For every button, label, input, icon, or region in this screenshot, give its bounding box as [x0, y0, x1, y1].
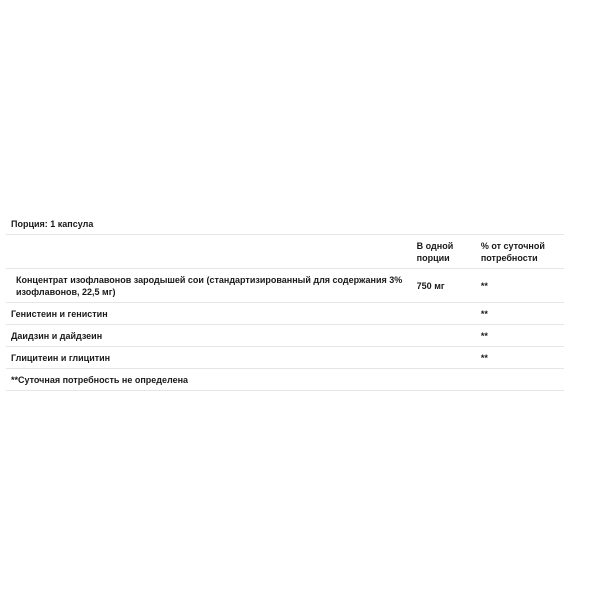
serving-size-text: Порция: 1 капсула — [6, 213, 564, 235]
ingredient-amount — [412, 303, 476, 325]
ingredient-daily-value: ** — [476, 347, 564, 369]
table-row — [6, 269, 564, 303]
supplement-facts-table — [6, 213, 564, 391]
footnote-row — [6, 369, 564, 391]
header-daily-value: % от суточной потребности — [476, 235, 564, 269]
ingredient-amount: 750 мг — [412, 269, 476, 303]
ingredient-daily-value: ** — [476, 325, 564, 347]
ingredient-name: Глицитеин и глицитин — [6, 347, 412, 369]
ingredient-amount — [412, 325, 476, 347]
footnote-text: **Суточная потребность не определена — [6, 369, 564, 391]
table-row — [6, 347, 564, 369]
ingredient-name: Генистеин и генистин — [6, 303, 412, 325]
header-empty-cell — [6, 235, 412, 269]
ingredient-daily-value: ** — [476, 303, 564, 325]
table-header-row — [6, 235, 564, 269]
ingredient-daily-value: ** — [476, 269, 564, 303]
header-amount: В одной порции — [412, 235, 476, 269]
table-row — [6, 303, 564, 325]
serving-size-row — [6, 213, 564, 235]
table-row — [6, 325, 564, 347]
ingredient-name: Даидзин и дайдзеин — [6, 325, 412, 347]
ingredient-amount — [412, 347, 476, 369]
ingredient-name: Концентрат изофлавонов зародышей сои (стандартизированный для содержания 3% изофлавонов, 22,5 мг) — [6, 269, 412, 303]
